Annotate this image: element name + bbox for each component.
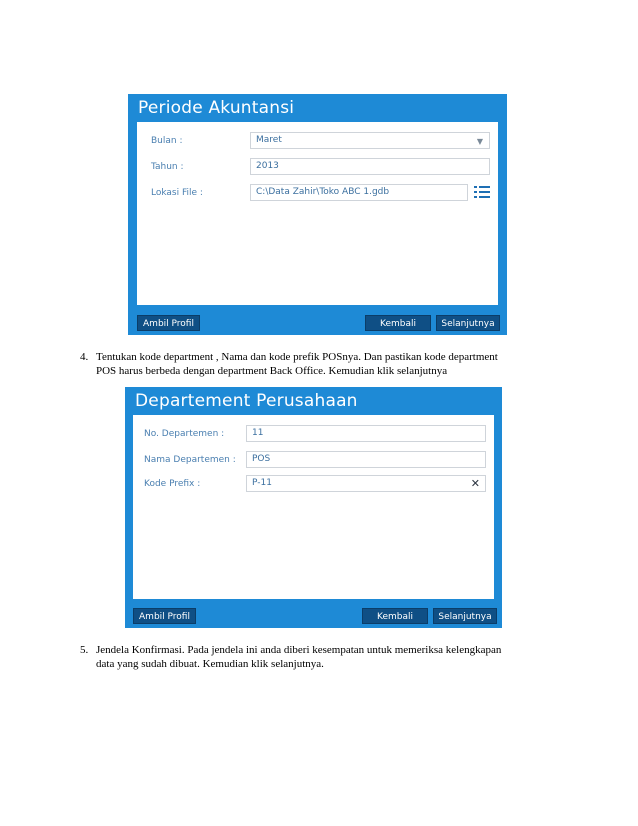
tahun-label: Tahun :	[151, 162, 184, 172]
dialog-title: Periode Akuntansi	[138, 98, 295, 118]
no-departemen-input[interactable]: 11	[246, 425, 486, 442]
step-4-line-2: POS harus berbeda dengan department Back Office. Kemudian klik selanjutnya	[96, 365, 448, 377]
bulan-value: Maret	[256, 135, 282, 145]
nama-departemen-label: Nama Departemen :	[144, 455, 236, 465]
selanjutnya-button[interactable]: Selanjutnya	[433, 608, 497, 624]
lokasi-file-input[interactable]: C:\Data Zahir\Toko ABC 1.gdb	[250, 184, 468, 201]
dialog-panel	[133, 415, 494, 599]
dialog-title: Departement Perusahaan	[135, 391, 358, 411]
ambil-profil-button[interactable]: Ambil Profil	[137, 315, 200, 331]
kembali-button[interactable]: Kembali	[365, 315, 431, 331]
nama-departemen-input[interactable]: POS	[246, 451, 486, 468]
lokasi-file-label: Lokasi File :	[151, 188, 203, 198]
chevron-down-icon[interactable]: ▼	[476, 137, 483, 146]
kode-prefix-label: Kode Prefix :	[144, 479, 201, 489]
step-5-number: 5.	[80, 644, 89, 656]
selanjutnya-button[interactable]: Selanjutnya	[436, 315, 500, 331]
bulan-label: Bulan :	[151, 136, 183, 146]
no-departemen-label: No. Departemen :	[144, 429, 225, 439]
step-4-line-1: Tentukan kode department , Nama dan kode prefik POSnya. Dan pastikan kode department	[96, 351, 498, 363]
step-4-number: 4.	[80, 351, 89, 363]
kode-prefix-input[interactable]	[246, 475, 486, 492]
periode-akuntansi-dialog	[128, 94, 507, 335]
kembali-button[interactable]: Kembali	[362, 608, 428, 624]
dialog-panel	[137, 122, 498, 305]
step-5-line-2: data yang sudah dibuat. Kemudian klik selanjutnya.	[96, 658, 324, 670]
list-icon[interactable]	[474, 185, 490, 199]
step-5-line-1: Jendela Konfirmasi. Pada jendela ini anda diberi kesempatan untuk memeriksa kelengkapan	[96, 644, 502, 656]
step-4-paragraph	[80, 350, 600, 380]
bulan-select[interactable]	[250, 132, 490, 149]
tahun-input[interactable]: 2013	[250, 158, 490, 175]
departement-perusahaan-dialog	[125, 387, 502, 628]
close-icon[interactable]: ✕	[470, 477, 480, 490]
kode-prefix-value: P-11	[252, 478, 272, 488]
step-5-paragraph	[80, 643, 600, 673]
ambil-profil-button[interactable]: Ambil Profil	[133, 608, 196, 624]
